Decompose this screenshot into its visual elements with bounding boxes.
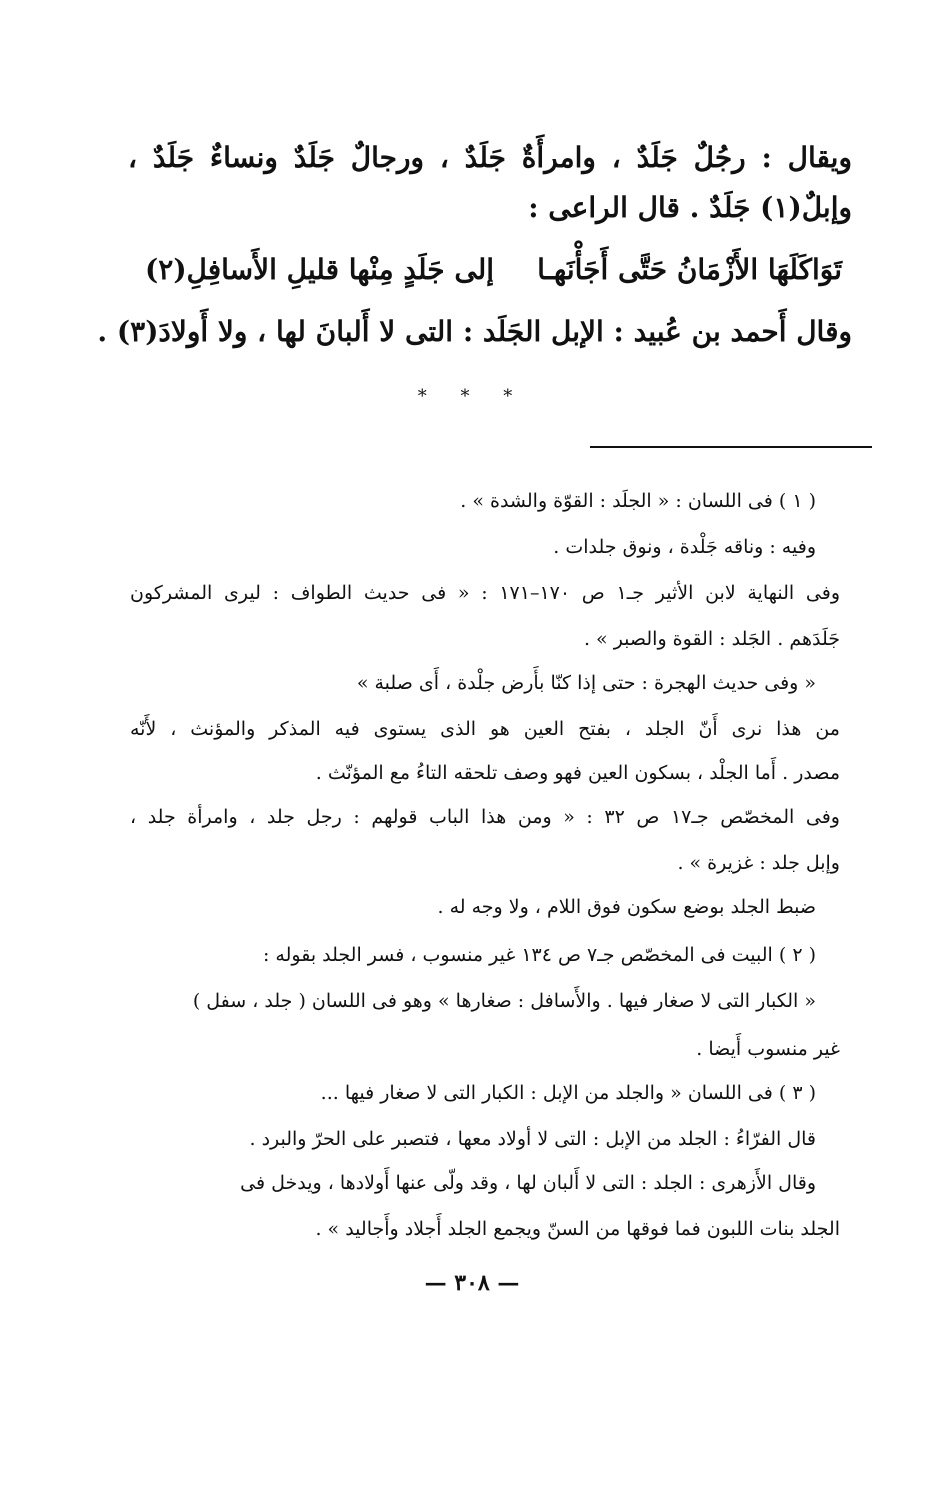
verse-hemistich-first: تَوَاكَلَهَا الأَزْمَانُ حَتَّى أَجَأْنَهـا — [537, 253, 842, 286]
footnote-line: « الكبار التى لا صغار فيها . والأَسافل : صغارها » وهو فى اللسان ( جلد ، سفل ) — [192, 990, 816, 1012]
footnote-line: ( ١ ) فى اللسان : « الجلَد : القوّة والشدة » . — [460, 490, 816, 512]
main-text-line-4: وقال أَحمد بن عُبيد : الإبل الجَلَد : التى لا أَلبانَ لها ، ولا أَولادَ(٣) . — [97, 315, 852, 348]
footnote-line: ( ٣ ) فى اللسان « والجلد من الإبل : الكبار التى لا صغار فيها ... — [320, 1082, 816, 1104]
footnote-line: ( ٢ ) البيت فى المخصّص جـ٧ ص ١٣٤ غير منسوب ، فسر الجلد بقوله : — [262, 944, 816, 966]
footnote-line: وقال الأَزهرى : الجلد : التى لا أَلبان لها ، وقد ولّى عنها أَولادها ، ويدخل فى — [240, 1172, 816, 1194]
main-text-line-2: وإبلٌ(١) جَلَدٌ . قال الراعى : — [528, 191, 852, 224]
footnote-line: مصدر . أَما الجلْد ، بسكون العين فهو وصف تلحقه التاءُ مع المؤنّث . — [315, 762, 840, 784]
footnote-line: غير منسوب أَيضا . — [696, 1038, 840, 1060]
footnote-line: جَلَدَهم . الجَلد : القوة والصبر » . — [583, 628, 840, 650]
footnote-line: ضبط الجلد بوضع سكون فوق اللام ، ولا وجه له . — [437, 896, 816, 918]
footnote-line: وإبل جلد : غزيرة » . — [677, 852, 840, 874]
footnote-line: قال الفرّاءُ : الجلد من الإبل : التى لا أولاد معها ، فتصبر على الحرّ والبرد . — [249, 1128, 816, 1150]
footnote-line: وفيه : وناقه جَلْدة ، ونوق جلدات . — [553, 536, 816, 558]
main-text-line-1: ويقال : رجُلٌ جَلَدٌ ، وامرأَةٌ جَلَدٌ ، ورجالٌ جَلَدٌ ونساءٌ جَلَدٌ ، — [128, 141, 852, 174]
page-number: — ٣٠٨ — — [424, 1270, 520, 1296]
footnote-line: الجلد بنات اللبون فما فوقها من السنّ ويجمع الجلد أَجلاد وأَجاليد » . — [315, 1218, 840, 1240]
footnote-line: « وفى حديث الهجرة : حتى إذا كنّا بأَرض جلْدة ، أَى صلبة » — [356, 672, 816, 694]
verse-hemistich-second: إلى جَلَدٍ مِنْها قليلِ الأَسافِلِ(٢) — [145, 253, 494, 286]
section-separator: * * * — [417, 386, 527, 407]
footnote-line: وفى النهاية لابن الأثير جـ١ ص ١٧٠–١٧١ : « فى حديث الطواف : ليرى المشركون — [130, 582, 841, 604]
footnote-line: وفى المخصّص جـ١٧ ص ٣٢ : « ومن هذا الباب قولهم : رجل جلد ، وامرأة جلد ، — [130, 806, 840, 828]
footnote-line: من هذا نرى أَنّ الجلد ، بفتح العين هو الذى يستوى فيه المذكر والمؤنث ، لأَنّه — [130, 718, 840, 740]
footnote-divider — [590, 446, 872, 448]
